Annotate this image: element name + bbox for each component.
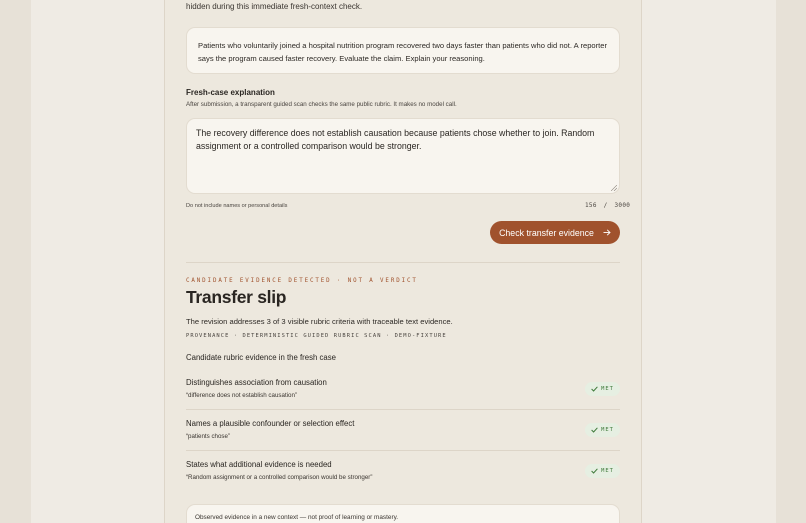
- result-summary: The revision addresses 3 of 3 visible rubric criteria with traceable text evidence.: [186, 317, 453, 326]
- check-transfer-evidence-button[interactable]: [490, 221, 620, 244]
- row-divider: [186, 409, 620, 410]
- explanation-textarea[interactable]: [186, 118, 620, 194]
- criterion-row: [186, 460, 620, 500]
- observed-evidence-note: [186, 504, 620, 523]
- section-divider: [186, 262, 620, 263]
- criterion-title: Names a plausible confounder or selection effect: [186, 419, 355, 428]
- met-label: MET: [601, 427, 614, 433]
- row-divider: [186, 450, 620, 451]
- criterion-row: [186, 378, 620, 418]
- rubric-evidence-heading: Candidate rubric evidence in the fresh case: [186, 353, 336, 362]
- check-icon: [591, 468, 598, 474]
- resize-handle-icon[interactable]: [611, 185, 617, 191]
- criterion-quote: “difference does not establish causation”: [186, 392, 297, 399]
- explanation-text: The recovery difference does not establish causation because patients chose whether to join. Random assignment or a controlled comparison would be stronger.: [196, 128, 595, 151]
- result-title: Transfer slip: [186, 287, 287, 307]
- met-badge: [585, 382, 620, 396]
- fresh-case-subtitle: After submission, a transparent guided scan checks the same public rubric. It makes no model call.: [186, 101, 457, 108]
- criterion-row: [186, 419, 620, 459]
- fresh-case-title: Fresh-case explanation: [186, 88, 275, 97]
- result-eyebrow: CANDIDATE EVIDENCE DETECTED · NOT A VERDICT: [186, 278, 418, 284]
- privacy-hint: Do not include names or personal details: [186, 203, 288, 209]
- counter-separator: /: [603, 202, 608, 209]
- met-label: MET: [601, 468, 614, 474]
- check-icon: [591, 427, 598, 433]
- met-badge: [585, 464, 620, 478]
- observed-evidence-text: Observed evidence in a new context — not proof of learning or mastery.: [195, 514, 399, 521]
- character-count: 156: [585, 202, 597, 209]
- intro-text: hidden during this immediate fresh-context check.: [186, 2, 363, 11]
- provenance-line: PROVENANCE · DETERMINISTIC GUIDED RUBRIC SCAN · DEMO-FIXTURE: [186, 333, 447, 339]
- character-max: 3000: [614, 202, 631, 209]
- check-icon: [591, 386, 598, 392]
- met-label: MET: [601, 386, 614, 392]
- criterion-quote: “Random assignment or a controlled comparison would be stronger”: [186, 474, 373, 481]
- criterion-title: Distinguishes association from causation: [186, 378, 327, 387]
- character-counter: [585, 202, 630, 209]
- case-prompt: [186, 27, 620, 74]
- criterion-title: States what additional evidence is needed: [186, 460, 332, 469]
- check-button-label: Check transfer evidence: [499, 227, 594, 238]
- criterion-quote: “patients chose”: [186, 433, 231, 440]
- arrow-right-icon: [603, 229, 611, 236]
- met-badge: [585, 423, 620, 437]
- case-prompt-text: Patients who voluntarily joined a hospital nutrition program recovered two days faster than patients who did not. A reporter says the program caused faster recovery. Evaluate the claim. Explain your reasoning.: [198, 41, 608, 63]
